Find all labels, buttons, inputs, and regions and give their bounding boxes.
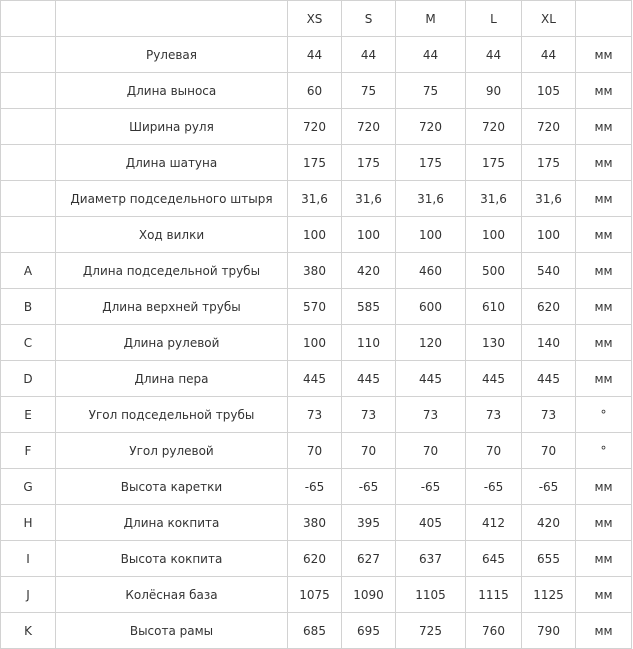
row-value-xs: 175 bbox=[288, 145, 342, 181]
row-code-cell bbox=[1, 109, 56, 145]
row-value-m: 175 bbox=[396, 145, 466, 181]
header-size-s: S bbox=[342, 1, 396, 37]
row-unit-cell: мм bbox=[576, 505, 632, 541]
row-unit-cell: мм bbox=[576, 541, 632, 577]
row-value-xl: 140 bbox=[522, 325, 576, 361]
table-row bbox=[1, 109, 632, 145]
row-code-cell: E bbox=[1, 397, 56, 433]
row-value-xl: 31,6 bbox=[522, 181, 576, 217]
row-value-m: 1105 bbox=[396, 577, 466, 613]
row-unit-cell: мм bbox=[576, 217, 632, 253]
row-value-l: 1115 bbox=[466, 577, 522, 613]
row-value-m: 460 bbox=[396, 253, 466, 289]
row-value-s: 31,6 bbox=[342, 181, 396, 217]
row-value-xs: 100 bbox=[288, 217, 342, 253]
header-size-xs: XS bbox=[288, 1, 342, 37]
table-row bbox=[1, 325, 632, 361]
row-value-l: 610 bbox=[466, 289, 522, 325]
header-unit-cell bbox=[576, 1, 632, 37]
row-value-xs: 620 bbox=[288, 541, 342, 577]
row-value-xl: 445 bbox=[522, 361, 576, 397]
table-row bbox=[1, 613, 632, 649]
row-value-l: 90 bbox=[466, 73, 522, 109]
row-parameter-cell: Рулевая bbox=[56, 37, 288, 73]
header-row bbox=[1, 1, 632, 37]
row-value-xl: 105 bbox=[522, 73, 576, 109]
row-value-s: 395 bbox=[342, 505, 396, 541]
row-value-s: 445 bbox=[342, 361, 396, 397]
row-code-cell: K bbox=[1, 613, 56, 649]
table-row bbox=[1, 397, 632, 433]
row-value-l: 70 bbox=[466, 433, 522, 469]
row-parameter-cell: Ширина руля bbox=[56, 109, 288, 145]
row-value-l: 445 bbox=[466, 361, 522, 397]
row-unit-cell: мм bbox=[576, 325, 632, 361]
row-value-xl: 790 bbox=[522, 613, 576, 649]
row-value-s: 175 bbox=[342, 145, 396, 181]
row-unit-cell: ° bbox=[576, 433, 632, 469]
row-value-xs: 31,6 bbox=[288, 181, 342, 217]
row-value-m: 445 bbox=[396, 361, 466, 397]
row-value-l: 73 bbox=[466, 397, 522, 433]
table-row bbox=[1, 541, 632, 577]
row-value-s: 110 bbox=[342, 325, 396, 361]
row-value-l: 31,6 bbox=[466, 181, 522, 217]
row-parameter-cell: Высота рамы bbox=[56, 613, 288, 649]
row-value-s: 70 bbox=[342, 433, 396, 469]
table-row bbox=[1, 73, 632, 109]
row-value-xl: 70 bbox=[522, 433, 576, 469]
row-code-cell: C bbox=[1, 325, 56, 361]
geometry-table-body bbox=[1, 1, 632, 649]
row-parameter-cell: Колёсная база bbox=[56, 577, 288, 613]
row-parameter-cell: Длина подседельной трубы bbox=[56, 253, 288, 289]
row-value-xs: 445 bbox=[288, 361, 342, 397]
row-value-s: 695 bbox=[342, 613, 396, 649]
row-parameter-cell: Диаметр подседельного штыря bbox=[56, 181, 288, 217]
table-row bbox=[1, 217, 632, 253]
row-value-xl: 420 bbox=[522, 505, 576, 541]
row-parameter-cell: Высота каретки bbox=[56, 469, 288, 505]
table-row bbox=[1, 181, 632, 217]
row-value-m: 725 bbox=[396, 613, 466, 649]
row-code-cell: A bbox=[1, 253, 56, 289]
row-value-l: 720 bbox=[466, 109, 522, 145]
row-value-l: -65 bbox=[466, 469, 522, 505]
table-row bbox=[1, 289, 632, 325]
row-value-l: 130 bbox=[466, 325, 522, 361]
row-value-s: 75 bbox=[342, 73, 396, 109]
row-unit-cell: ° bbox=[576, 397, 632, 433]
row-value-xs: 570 bbox=[288, 289, 342, 325]
row-unit-cell: мм bbox=[576, 289, 632, 325]
row-code-cell bbox=[1, 73, 56, 109]
row-value-xl: 44 bbox=[522, 37, 576, 73]
row-value-m: 120 bbox=[396, 325, 466, 361]
row-value-xl: 720 bbox=[522, 109, 576, 145]
row-value-xl: 100 bbox=[522, 217, 576, 253]
table-row bbox=[1, 469, 632, 505]
row-value-xs: 70 bbox=[288, 433, 342, 469]
row-value-xl: 540 bbox=[522, 253, 576, 289]
row-code-cell bbox=[1, 37, 56, 73]
row-code-cell bbox=[1, 217, 56, 253]
row-value-xs: 44 bbox=[288, 37, 342, 73]
row-unit-cell: мм bbox=[576, 469, 632, 505]
row-value-xl: 620 bbox=[522, 289, 576, 325]
row-value-l: 100 bbox=[466, 217, 522, 253]
row-value-l: 175 bbox=[466, 145, 522, 181]
row-value-s: 73 bbox=[342, 397, 396, 433]
row-parameter-cell: Длина выноса bbox=[56, 73, 288, 109]
row-value-s: 720 bbox=[342, 109, 396, 145]
table-row bbox=[1, 505, 632, 541]
row-value-m: 73 bbox=[396, 397, 466, 433]
table-row bbox=[1, 433, 632, 469]
row-unit-cell: мм bbox=[576, 613, 632, 649]
row-unit-cell: мм bbox=[576, 361, 632, 397]
row-value-xs: 1075 bbox=[288, 577, 342, 613]
row-code-cell: J bbox=[1, 577, 56, 613]
table-row bbox=[1, 577, 632, 613]
header-size-m: M bbox=[396, 1, 466, 37]
row-value-l: 645 bbox=[466, 541, 522, 577]
row-unit-cell: мм bbox=[576, 73, 632, 109]
row-unit-cell: мм bbox=[576, 145, 632, 181]
row-value-xl: 1125 bbox=[522, 577, 576, 613]
header-size-xl: XL bbox=[522, 1, 576, 37]
header-parameter-cell bbox=[56, 1, 288, 37]
row-code-cell: F bbox=[1, 433, 56, 469]
row-unit-cell: мм bbox=[576, 577, 632, 613]
row-value-xs: 720 bbox=[288, 109, 342, 145]
row-value-s: 100 bbox=[342, 217, 396, 253]
row-value-m: 100 bbox=[396, 217, 466, 253]
row-parameter-cell: Ход вилки bbox=[56, 217, 288, 253]
row-value-xl: 655 bbox=[522, 541, 576, 577]
row-parameter-cell: Угол подседельной трубы bbox=[56, 397, 288, 433]
row-code-cell: D bbox=[1, 361, 56, 397]
row-value-s: -65 bbox=[342, 469, 396, 505]
table-row bbox=[1, 145, 632, 181]
table-row bbox=[1, 253, 632, 289]
row-value-xs: 380 bbox=[288, 505, 342, 541]
row-value-m: 70 bbox=[396, 433, 466, 469]
row-value-s: 420 bbox=[342, 253, 396, 289]
row-value-s: 627 bbox=[342, 541, 396, 577]
row-value-m: 75 bbox=[396, 73, 466, 109]
row-value-m: 44 bbox=[396, 37, 466, 73]
row-unit-cell: мм bbox=[576, 37, 632, 73]
table-row bbox=[1, 361, 632, 397]
row-value-l: 412 bbox=[466, 505, 522, 541]
row-parameter-cell: Длина рулевой bbox=[56, 325, 288, 361]
row-value-l: 760 bbox=[466, 613, 522, 649]
row-value-m: 637 bbox=[396, 541, 466, 577]
row-value-m: 405 bbox=[396, 505, 466, 541]
row-parameter-cell: Длина кокпита bbox=[56, 505, 288, 541]
row-unit-cell: мм bbox=[576, 181, 632, 217]
row-code-cell: G bbox=[1, 469, 56, 505]
row-value-s: 44 bbox=[342, 37, 396, 73]
row-value-xl: 175 bbox=[522, 145, 576, 181]
row-code-cell: B bbox=[1, 289, 56, 325]
row-value-xl: -65 bbox=[522, 469, 576, 505]
row-value-l: 500 bbox=[466, 253, 522, 289]
row-parameter-cell: Длина верхней трубы bbox=[56, 289, 288, 325]
row-value-xs: 73 bbox=[288, 397, 342, 433]
row-parameter-cell: Угол рулевой bbox=[56, 433, 288, 469]
header-code-cell bbox=[1, 1, 56, 37]
row-value-xs: 685 bbox=[288, 613, 342, 649]
header-size-l: L bbox=[466, 1, 522, 37]
row-value-xs: 60 bbox=[288, 73, 342, 109]
row-code-cell: H bbox=[1, 505, 56, 541]
row-value-xs: 100 bbox=[288, 325, 342, 361]
row-value-m: 600 bbox=[396, 289, 466, 325]
row-code-cell: I bbox=[1, 541, 56, 577]
row-code-cell bbox=[1, 181, 56, 217]
row-value-xl: 73 bbox=[522, 397, 576, 433]
row-value-m: -65 bbox=[396, 469, 466, 505]
row-value-xs: 380 bbox=[288, 253, 342, 289]
row-value-xs: -65 bbox=[288, 469, 342, 505]
row-unit-cell: мм bbox=[576, 253, 632, 289]
row-value-m: 720 bbox=[396, 109, 466, 145]
table-row bbox=[1, 37, 632, 73]
row-unit-cell: мм bbox=[576, 109, 632, 145]
row-value-s: 585 bbox=[342, 289, 396, 325]
row-value-s: 1090 bbox=[342, 577, 396, 613]
row-value-l: 44 bbox=[466, 37, 522, 73]
row-parameter-cell: Длина пера bbox=[56, 361, 288, 397]
row-code-cell bbox=[1, 145, 56, 181]
row-value-m: 31,6 bbox=[396, 181, 466, 217]
row-parameter-cell: Длина шатуна bbox=[56, 145, 288, 181]
row-parameter-cell: Высота кокпита bbox=[56, 541, 288, 577]
